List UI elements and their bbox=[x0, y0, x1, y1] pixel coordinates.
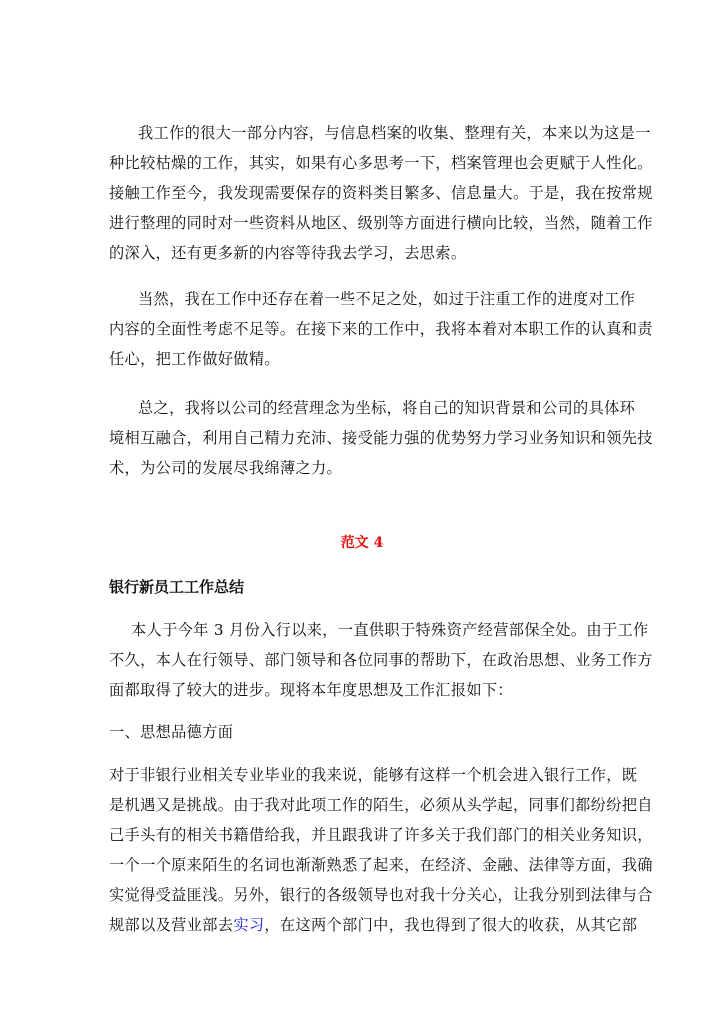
paragraph-line: 的深入，还有更多新的内容等待我去学习，去思索。 bbox=[109, 244, 467, 262]
internship-link[interactable]: 实习 bbox=[233, 916, 265, 934]
paragraph-line bbox=[109, 915, 638, 935]
paragraph-line: 一个一个原来陌生的名词也渐渐熟悉了起来，在经济、金融、法律等方面，我确 bbox=[109, 856, 653, 874]
section-label: 范文 4 bbox=[340, 535, 384, 551]
text-segment: 规部以及营业部去 bbox=[109, 916, 234, 934]
paragraph-line: 境相互融合，利用自己精力充沛、接受能力强的优势努力学习业务知识和领先技 bbox=[109, 429, 653, 447]
paragraph-line: 面都取得了较大的进步。现将本年度思想及工作汇报如下： bbox=[109, 681, 513, 699]
paragraph-line: 实觉得受益匪浅。另外，银行的各级领导也对我十分关心，让我分别到法律与合 bbox=[109, 886, 653, 904]
paragraph-line: 种比较枯燥的工作，其实，如果有心多思考一下，档案管理也会更赋于人性化。 bbox=[109, 154, 653, 172]
paragraph-line: 内容的全面性考虑不足等。在接下来的工作中，我将本着对本职工作的认真和责 bbox=[109, 320, 653, 338]
paragraph-line: 是机遇又是挑战。由于我对此项工作的陌生，必须从头学起，同事们都纷纷把自 bbox=[109, 796, 653, 814]
document-title: 银行新员工工作总结 bbox=[109, 578, 245, 596]
paragraph-line: 我工作的很大一部分内容，与信息档案的收集、整理有关，本来以为这是一 bbox=[138, 124, 651, 142]
paragraph-line: 总之，我将以公司的经营理念为坐标，将自己的知识背景和公司的具体环 bbox=[138, 399, 636, 417]
paragraph-line: 当然，我在工作中还存在着一些不足之处，如过于注重工作的进度对工作 bbox=[138, 290, 636, 308]
paragraph-line: 己手头有的相关书籍借给我，并且跟我讲了许多关于我们部门的相关业务知识， bbox=[109, 826, 653, 844]
paragraph-line: 接触工作至今，我发现需要保存的资料类目繁多、信息量大。于是，我在按常规 bbox=[109, 184, 653, 202]
paragraph-line: 本人于今年 3 月份入行以来，一直供职于特殊资产经营部保全处。由于工作 bbox=[131, 621, 649, 639]
paragraph-line: 术，为公司的发展尽我绵薄之力。 bbox=[109, 459, 343, 477]
paragraph-line: 不久，本人在行领导、部门领导和各位同事的帮助下，在政治思想、业务工作方 bbox=[109, 651, 653, 669]
subheading: 一、思想品德方面 bbox=[109, 723, 234, 741]
text-segment: ，在这两个部门中，我也得到了很大的收获，从其它部 bbox=[264, 916, 638, 934]
paragraph-line: 对于非银行业相关专业毕业的我来说，能够有这样一个机会进入银行工作，既 bbox=[109, 766, 638, 784]
paragraph-line: 进行整理的同时对一些资料从地区、级别等方面进行横向比较，当然，随着工作 bbox=[109, 214, 653, 232]
paragraph-line: 任心，把工作做好做精。 bbox=[109, 350, 280, 368]
